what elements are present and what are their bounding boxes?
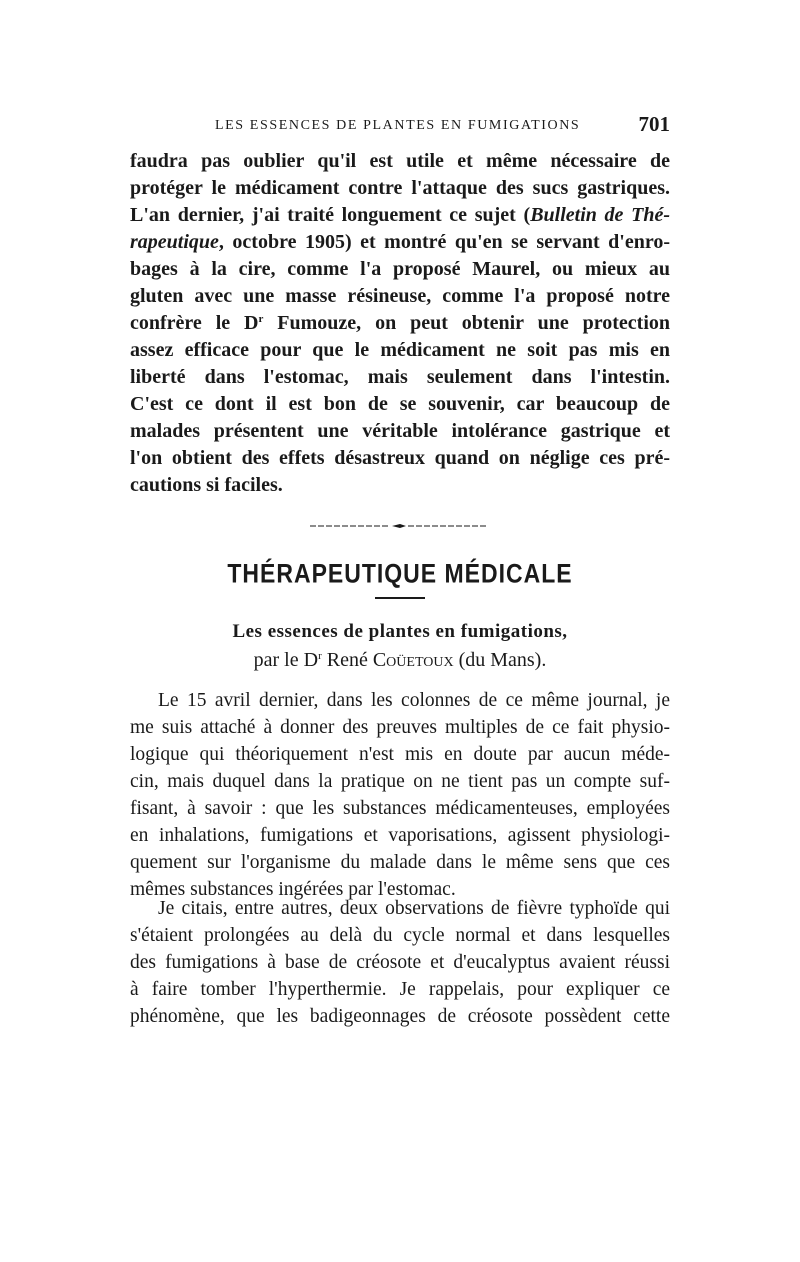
text-line: gluten avec une masse résineuse, comme l'a proposé notre bbox=[130, 285, 670, 307]
text-segment: Fumouze, on peut obtenir une protection bbox=[263, 312, 670, 334]
text-line: quement sur l'organisme du malade dans le même sens que ces bbox=[130, 852, 670, 873]
author-last-name: Coüetoux bbox=[372, 649, 454, 671]
text-line: fisant, à savoir : que les substances médicamenteuses, employées bbox=[130, 798, 670, 819]
text-line: mêmes substances ingérées par l'estomac. bbox=[130, 879, 456, 900]
text-line: me suis attaché à donner des preuves multiples de ce fait physio- bbox=[130, 717, 670, 738]
article-title: Les essences de plantes en fumigations, bbox=[232, 621, 568, 642]
text-line: à faire tomber l'hyperthermie. Je rappelais, pour expliquer ce bbox=[130, 979, 670, 1000]
citation-italic-cont: rapeutique bbox=[130, 231, 219, 253]
superscript: r bbox=[318, 650, 322, 662]
text-line: assez efficace pour que le médicament ne soit pas mis en bbox=[130, 339, 670, 361]
paragraph-observations bbox=[130, 895, 670, 1030]
page-number: 701 bbox=[638, 112, 670, 136]
text-line: cin, mais duquel dans la pratique on ne tient pas un compte suf- bbox=[130, 771, 670, 792]
text-segment: L'an dernier, j'ai traité longuement ce sujet ( bbox=[130, 204, 531, 226]
text-line: protéger le médicament contre l'attaque des sucs gastriques. bbox=[130, 177, 670, 199]
paragraph-continuation bbox=[130, 148, 670, 499]
superscript: r bbox=[258, 313, 264, 325]
text-line: s'étaient prolongées au delà du cycle normal et dans lesquelles bbox=[130, 925, 670, 946]
byline-prefix: par le D bbox=[253, 649, 319, 671]
text-line: des fumigations à base de créosote et d'eucalyptus avaient réussi bbox=[130, 952, 670, 973]
text-line: liberté dans l'estomac, mais seulement dans l'intestin. bbox=[130, 366, 670, 388]
byline-suffix: (du Mans). bbox=[453, 649, 547, 671]
text-line: Le 15 avril dernier, dans les colonnes de ce même journal, je bbox=[158, 690, 670, 711]
text-line: en inhalations, fumigations et vaporisations, agissent physiologi- bbox=[130, 825, 670, 846]
running-title: LES ESSENCES DE PLANTES EN FUMIGATIONS bbox=[215, 118, 581, 133]
text-line: malades présentent une véritable intolérance gastrique et bbox=[130, 420, 670, 442]
text-line bbox=[130, 202, 670, 229]
page-header bbox=[130, 112, 670, 140]
text-line: phénomène, que les badigeonnages de créosote possèdent cette bbox=[130, 1006, 670, 1027]
text-line: cautions si faciles. bbox=[130, 474, 283, 496]
author-first-name: René bbox=[321, 649, 373, 671]
text-line bbox=[130, 310, 670, 337]
text-line: Je citais, entre autres, deux observations de fièvre typhoïde qui bbox=[158, 898, 670, 919]
section-heading: THÉRAPEUTIQUE MÉDICALE bbox=[227, 557, 573, 589]
text-segment: confrère le D bbox=[130, 312, 259, 334]
heading-rule bbox=[375, 597, 425, 599]
article-byline bbox=[130, 649, 670, 672]
text-segment: , octobre 1905) et montré qu'en se servant d'enro- bbox=[218, 231, 670, 253]
citation-italic: Bulletin de Thé- bbox=[530, 204, 670, 226]
text-line: bages à la cire, comme l'a proposé Maurel, ou mieux au bbox=[130, 258, 670, 280]
text-line: faudra pas oublier qu'il est utile et même nécessaire de bbox=[130, 150, 670, 172]
separator-ornament bbox=[310, 523, 488, 529]
paragraph-intro bbox=[130, 687, 670, 903]
text-line: logique qui théoriquement n'est mis en doute par aucun méde- bbox=[130, 744, 670, 765]
text-line bbox=[130, 229, 670, 256]
text-line: C'est ce dont il est bon de se souvenir, car beaucoup de bbox=[130, 393, 670, 415]
text-line: l'on obtient des effets désastreux quand on néglige ces pré- bbox=[130, 447, 670, 469]
